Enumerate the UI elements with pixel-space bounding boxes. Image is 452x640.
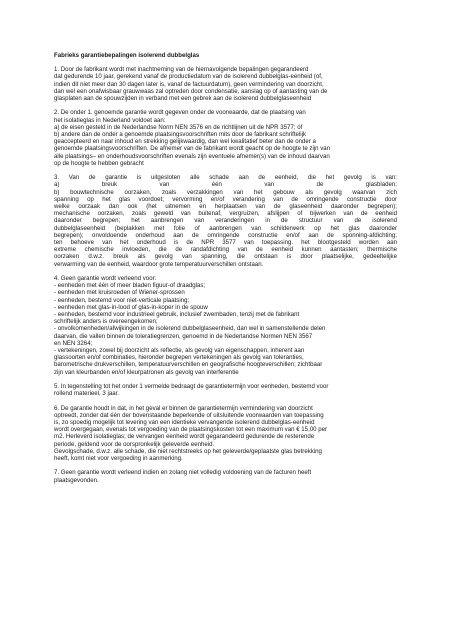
clause-line: dubbelglaseenheid (beplakken met folie of aanbrengen van schilderwerk op het glas daaronder [54,224,397,232]
clause-line: a) de eisen gesteld in de Nederlandse Norm NEN 3576 en de richtlijnen uit de NPR 3577; óf [54,123,303,131]
clause-line: - eenheden, bestemd voor niet-verticale plaatsing; [54,296,190,304]
clause-line: - eenheden met glas-in-lood of glas-in-koper in de spouw [54,303,208,311]
clause-line: ten behoeve van het onderhoud is de NPR 3577 van toepassing. het blootgesteld worden aan [54,239,397,247]
clause-line: oorzaken d.w.z. breuk als gevolg van spanning, die ontstaan is door plaatselijke, gedeeltelijke [54,253,397,261]
clause-line: optreedt, zonder dat één der bovenstaande beperkende of uitsluitende voorwaarden van toepassing [54,411,324,419]
clause-line: en NEN 3264; [54,339,93,347]
clause-line: daarvan, die vallen binnen de toleratiegrenzen, genoemd in de Nederlandse Normen NEN 3567 [54,332,313,340]
clause-line: 5. In tegenstelling tot het onder 1 vermelde bedraagt de garantietermijn voor eenheden, bestemd voor [54,383,329,391]
clause-line: - eenheden met kruisroeden of Wiener-sprossen [54,289,185,297]
clause-line: a) breuk van één van de glasbladen; [54,181,397,189]
document-title: Fabrieks garantiebepalingen isolerend dubbelglas [54,52,200,59]
clause-line: periode, geldend voor de oorspronkelijk geleverde eenheid. [54,440,215,448]
clause-line: barometrische drukverschillen, temperatuurverschillen en geografische hoogteverschillen; zichtbaar [54,361,323,369]
clause-line: 4. Geen garantie wordt verleend voor: [54,275,157,283]
clause-line: verwarming van de eenheid, waardoor grote temperatuurverschillen ontstaan. [54,260,264,268]
clause-line: b) bouwtechnische oorzaken, zoals verzakkingen van het gebouw als gevolg waarvan zich [54,188,397,196]
clause-3 [54,174,397,268]
clause-7 [54,469,397,483]
clause-line: dan wel een onafwisbaar grauwwaas zal optreden door condensatie, aanslag op of aantasting van de [54,87,328,95]
clause-line: alle plaatsings– en onderhoudsvoorschriften evenals zijn eventuele afnemer(s) van de inhoud daarvan [54,152,330,160]
clause-line: m2. Herleverd isolatieglas; de vervangen eenheid wordt gegarandeerd gedurende de resterende [54,433,315,441]
document-body [54,52,397,491]
clause-line: rollend materieel, 3 jaar. [54,390,120,398]
clause-5 [54,383,397,397]
clause-line: Gevolgschade, d.w.z. alle schade, die niet rechtstreeks op het geleverde/geplaatste glas betrekking [54,447,322,455]
clause-line: - eenheden, bestemd voor industrieel gebruik, inclusief zwembaden, tenzij met de fabrikant [54,311,300,319]
clause-line: mechanische oorzaken, zoals geweld van buitenaf, vergruizen, afslijpen of bijwerken van de eenheid [54,210,397,218]
clause-line: welke oorzaak dan ook (het uitnemen en herplaatsen van de glaseenheid daaronder begrepen); [54,203,397,211]
document-sections [54,66,397,484]
clause-line: heeft, komt niet voor vergoeding in aanmerking. [54,455,183,463]
clause-line: daaronder begrepen; het aanbrengen van veranderingen in de structuur van de isolerend [54,217,397,225]
clause-line: genoemde plaatsingsvoorschriften. De afnemer van de fabrikant wordt geacht op de hoogte te zijn van [54,145,331,153]
clause-line: wordt overgegaan, evenals tot vergoeding van de plaatsingskosten tot een maximum van € 15,00 per [54,426,328,434]
clause-line: het isolatieglas in Nederland voldoet aan: [54,116,166,124]
clause-line: - onvolkomenheden/afwijkingen in de isolerend dubbelglaseenheid, dan wel in samenstellende delen [54,325,326,333]
clause-line: indien dit niet meer dan 30 dagen later is, vanaf de factuurdatum), geen vermindering van doorzicht, [54,80,324,88]
clause-line: 3. Van de garantie is uitgesloten alle schade aan de eenheid, die het gevolg is van: [54,174,397,182]
clause-line: schriftelijk anders is overeengekomen; [54,318,158,326]
clause-line: spanning op het glas voordoet; vervorming en/of verandering van de omringende constructie door [54,195,397,203]
clause-line: is, zo spoedig mogelijk tot levering van een identieke vervangende isolerend dubbelglas-eenheid [54,419,315,427]
clause-line: 7. Geen garantie wordt verleend indien en zolang niet volledig voldoening van de facturen heeft [54,469,312,477]
clause-4 [54,275,397,376]
clause-line: plaatsgevonden. [54,476,99,484]
clause-line: zijn van kleurbanden en/of kleurpatronen als gevolg van interferentie [54,368,239,376]
clause-6 [54,405,397,463]
clause-line: dat gedurende 10 jaar, gerekend vanaf de productiedatum van de isolerend dubbelglas-eenheid (of, [54,73,323,81]
clause-line: begrepen); onvoldoende onderhoud aan de omringende constructie en/of aan de sponning-afdichting; [54,231,397,239]
clause-line: 2. De onder 1. genoemde garantie wordt gegeven onder de voorwaarde, dat de plaatsing van [54,109,306,117]
clause-line: extreme chemische invloeden, die de randafdichting van de eenheid kunnen aantasten; thermische [54,246,397,254]
clause-line: 1. Door de fabrikant wordt met inachtneming van de hiernavolgende bepalingen gegarandeerd [54,66,309,74]
clause-line: 6. De garantie houdt in dat, in het geval er binnen de garantietermijn vermindering van doorzicht [54,404,313,412]
clause-line: b) andere dan de onder a genoemde plaatsingsvoorschriften mits door de fabrikant schriftelijk [54,131,307,139]
clause-line: - eenheden met één of meer bladen figuur-of draadglas; [54,282,206,290]
clause-line: glassoorten en/of combinaties, hieronder begrepen vertekeningen als gevolg van toleranties, [54,354,304,362]
clause-1 [54,66,397,102]
clause-2 [54,109,397,167]
clause-line: - vertekeningen, zowel bij doorzicht als reflectie, als gevolg van eigenschappen, inherent aan [54,347,305,355]
clause-line: geaccepteerd en naar inhoud en strekking gelijkwaardig, dan wel kwalitatief beter dan de onder a [54,138,316,146]
clause-line: op de hoogte te hebben gebracht [54,159,144,167]
clause-line: glasplaten aan de spouwzijden in verband met een gebrek aan de isolerend dubbelglaseenheid [54,95,312,103]
